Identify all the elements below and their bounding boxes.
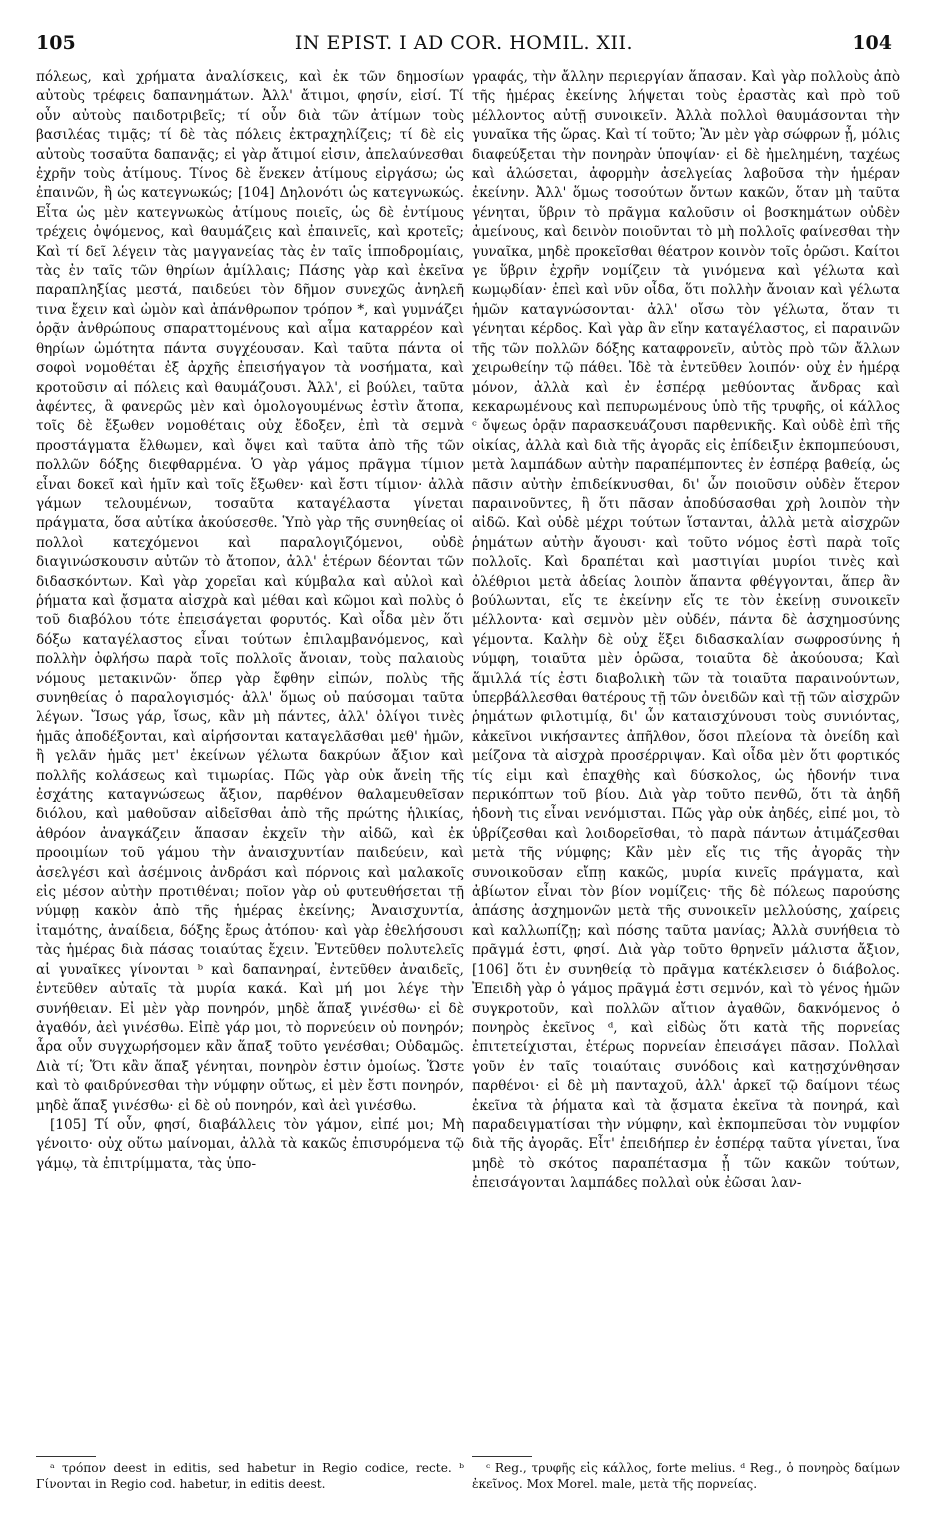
footnote-rule-right [472,1456,532,1457]
running-title: IN EPIST. I AD COR. HOMIL. XII. [294,32,634,54]
left-paragraph-2: [105] Τί οὖν, φησί, διαβάλλεις τὸν γάμον, εἰπέ μοι; Μὴ γένοιτο· οὐχ οὕτω μαίνομαι, ἀλλὰ τὰ κακῶς ἐπισυρόμενα τῷ γάμῳ, τὰ ἐπιτρίμματα, τὰς ὑπο- [36,1116,464,1172]
footnote-text-right: ᶜ Reg., τρυφῆς εἰς κάλλος, forte melius. ᵈ Reg., ὁ πονηρὸς δαίμων ἐκεῖνος. Mox Morel. male, μετὰ τῆς πορνείας. [472,1461,900,1491]
footnote-rule-left [36,1456,96,1457]
footnote-text-left: ᵃ τρόπον deest in editis, sed habetur in Regio codice, recte. ᵇ Γίνονται in Regio cod. habetur, in editis deest. [36,1461,464,1491]
left-column [36,68,464,1448]
page-number-right: 104 [852,32,892,54]
footnotes-left [36,1460,464,1492]
right-paragraph-1: γραφάς, τὴν ἄλλην περιεργίαν ἅπασαν. Καὶ γὰρ πολλοὺς ἀπὸ τῆς ἡμέρας ἐκείνης λήψεται τοὺς ἐραστὰς καὶ πρὸ τοῦ μέλλοντος αὐτῇ συνοικεῖν. Ἀλλὰ πολλοὶ θαυμάσονται τὴν γυναῖκα τῆς ὥρας. Καὶ τί τοῦτο; Ἂν μὲν γὰρ σώφρων ᾖ, μόλις διαφεύξεται τὴν πονηρὰν ὑποψίαν· εἰ δὲ ἠμελημένη, ταχέως καὶ ἁλώσεται, ἀφορμὴν ἀσελγείας λαβοῦσα τὴν ἡμέραν ἐκείνην. Ἀλλ' ὅμως τοσούτων ὄντων κακῶν, ὅταν μὴ ταῦτα γένηται, ὕβριν τὸ πρᾶγμα καλοῦσιν οἱ βοσκημάτων οὐδὲν ἀμείνους, καὶ δεινὸν ποιοῦνται τὸ μὴ πολλοῖς φαίνεσθαι τὴν γυναῖκα, μηδὲ προκεῖσθαι θέατρον κοινὸν τοῖς ὁρῶσι. Καίτοι γε ὕβριν ἐχρῆν νομίζειν τὰ γινόμενα καὶ γέλωτα καὶ κωμῳδίαν· ἐπεὶ καὶ νῦν οἶδα, ὅτι πολλὴν ἄνοιαν καὶ γέλωτα ἡμῶν καταγνώσονται· ἀλλ' οἴσω τὸν γέλωτα, ὅταν τι γένηται κέρδος. Καὶ γὰρ ἂν εἴην καταγέλαστος, εἰ παραινῶν τῆς τῶν πολλῶν δόξης καταφρονεῖν, αὐτὸς πρὸ τῶν ἄλλων χειρωθείην τῷ πάθει. Ἰδὲ τὰ ἐντεῦθεν λοιπόν· οὐχ ἐν ἡμέρᾳ μόνον, ἀλλὰ καὶ ἐν ἑσπέρᾳ μεθύοντας ἄνδρας καὶ κεκαρωμένους καὶ πεπυρωμένους ὑπὸ τῆς τρυφῆς, οἱ κάλλος ᶜ ὄψεως ὁρᾷν παρασκευάζουσι παρθενικῆς. Καὶ οὐδὲ ἐπὶ τῆς οἰκίας, ἀλλὰ καὶ διὰ τῆς ἀγορᾶς εἰς ἐπίδειξιν ἐκπομπεύουσι, μετὰ λαμπάδων αὐτὴν παραπέμποντες ἐν ἑσπέρᾳ βαθείᾳ, ὡς πᾶσιν αὐτὴν ἐπιδείκνυσθαι, δι' ὧν ποιοῦσιν οὐδὲν ἕτερον παραινοῦντες, ἢ ὅτι πᾶσαν ἀποδύσασθαι χρὴ λοιπὸν τὴν αἰδῶ. Καὶ οὐδὲ μέχρι τούτων ἵστανται, ἀλλὰ μετὰ αἰσχρῶν ῥημάτων αὐτὴν ἄγουσι· καὶ τοῦτο νόμος ἐστὶ παρὰ τοῖς πολλοῖς. Καὶ δραπέται καὶ μαστιγίαι μυρίοι τινὲς καὶ ὀλέθριοι μετὰ ἀδείας λοιπὸν ἅπαντα φθέγγονται, ἅπερ ἂν βούλωνται, εἴς τε ἐκείνην εἴς τε τὸν ἐκείνῃ συνοικεῖν μέλλοντα· καὶ σεμνὸν μὲν οὐδέν, πάντα δὲ ἀσχημοσύνης γέμοντα. Καλὴν δὲ οὐχ ἕξει διδασκαλίαν σωφροσύνης ἡ νύμφη, τοιαῦτα μὲν ὁρῶσα, τοιαῦτα δὲ ἀκούουσα; Καὶ ἅμιλλά τίς ἐστι διαβολικὴ τῶν τὰ τοιαῦτα παραινούντων, ὑπερβάλλεσθαι θατέρους τῇ τῶν ὀνειδῶν καὶ τῇ τῶν αἰσχρῶν ῥημάτων φιλοτιμίᾳ, δι' ὧν καταισχύνουσι τοὺς συνιόντας, κἀκεῖνοι νικήσαντες ἀπῆλθον, ὅσοι πλείονα τὰ ὀνείδη καὶ μείζονα τὰ αἰσχρὰ προσέρριψαν. Καὶ οἶδα μὲν ὅτι φορτικός τίς εἰμι καὶ ἐπαχθὴς καὶ δύσκολος, ὡς ἡδονήν τινα περικόπτων τοῦ βίου. Διὰ γὰρ τοῦτο πενθῶ, ὅτι τὰ ἀηδῆ ἡδονὴ τις εἶναι νενόμισται. Πῶς γὰρ οὐκ ἀηδές, εἰπέ μοι, τὸ ὑβρίζεσθαι καὶ λοιδορεῖσθαι, τὸ παρὰ πάντων ἀτιμάζεσθαι μετὰ τῆς νύμφης; Κἂν μὲν εἴς τις τῆς ἀγορᾶς τὴν συνοικοῦσαν εἴπῃ κακῶς, μυρία κινεῖς πράγματα, καὶ ἀβίωτον εἶναι τὸν βίον νομίζεις· τῆς δὲ πόλεως παρούσης ἁπάσης ἀσχημονῶν μετὰ τῆς συνοικεῖν μελλούσης, χαίρεις καὶ καλλωπίζῃ; καὶ πόσης ταῦτα μανίας; Ἀλλὰ συνήθεια τὸ πρᾶγμά ἐστι, φησί. Διὰ γὰρ τοῦτο θρηνεῖν μάλιστα ἄξιον, [106] ὅτι ἐν συνηθείᾳ τὸ πρᾶγμα κατέκλεισεν ὁ διάβολος. Ἐπειδὴ γὰρ ὁ γάμος πρᾶγμά ἐστι σεμνόν, καὶ τὸ γένος ἡμῶν συγκροτοῦν, καὶ πολλῶν αἴτιον ἀγαθῶν, δακνόμενος ὁ πονηρὸς ἐκεῖνος ᵈ, καὶ εἰδὼς ὅτι κατὰ τῆς πορνείας ἐπιτετείχισται, ἑτέρως πορνείαν ἐπεισάγει πᾶσαν. Πολλαὶ γοῦν ἐν ταῖς τοιαύταις συνόδοις καὶ κατῃσχύνθησαν παρθένοι· εἰ δὲ μὴ πανταχοῦ, ἀλλ' ἀρκεῖ τῷ δαίμονι τέως ἐκεῖνα τὰ ῥήματα καὶ τὰ ᾄσματα ἐκεῖνα τὰ πονηρά, καὶ παραδειγματίσαι τὴν νύμφην, καὶ ἐκπομπεῦσαι τὸν νυμφίον διὰ τῆς ἀγορᾶς. Εἶτ' ἐπειδήπερ ἐν ἑσπέρᾳ ταῦτα γίνεται, ἵνα μηδὲ τὸ σκότος παραπέτασμα ᾖ τῶν κακῶν τούτων, ἐπεισάγονται λαμπάδες πολλαὶ οὐκ ἐῶσαι λαν- [472,69,900,1192]
page-number-left: 105 [36,32,76,54]
right-column [472,68,900,1448]
left-paragraph-1: πόλεως, καὶ χρήματα ἀναλίσκεις, καὶ ἐκ τῶν δημοσίων αὐτοὺς τρέφεις δαπανημάτων. Ἀλλ' ἄτιμοι, φησίν, εἰσί. Τί οὖν αὐτοὺς παιδοτριβεῖς; τί οὖν διὰ τῶν ἀτίμων τοὺς βασιλέας τιμᾷς; τί δὲ τὰς πόλεις ἐκτραχηλίζεις; τί δὲ εἰς αὐτοὺς τοσαῦτα δαπανᾷς; εἰ γὰρ ἄτιμοί εἰσιν, ἀπελαύνεσθαι ἐχρῆν τοὺς ἀτίμους. Τίνος δὲ ἕνεκεν ἀτίμους εἰργάσω; ὡς ἐπαινῶν, ἢ ὡς κατεγνωκώς; [104] Δηλονότι ὡς κατεγνωκώς. Εἶτα ὡς μὲν κατεγνωκὼς ἀτίμους ποιεῖς, ὡς δὲ ἐντίμους τρέχεις ὀψόμενος, καὶ θαυμάζεις καὶ ἐπαινεῖς, καὶ κροτεῖς; Καὶ τί δεῖ λέγειν τὰς μαγγανείας τὰς ἐν ταῖς ἱπποδρομίαις, τὰς ἐν ταῖς τῶν θηρίων ἁμίλλαις; Πάσης γὰρ καὶ ἐκεῖνα παραπληξίας μεστά, παιδεύει τὸν δῆμον συνεχῶς ἀνηλεῆ τινα ἔχειν καὶ ὠμὸν καὶ ἀπάνθρωπον τρόπον *, καὶ γυμνάζει ὁρᾷν ἀνθρώπους σπαραττομένους καὶ αἷμα καταρρέον καὶ θηρίων ὠμότητα πάντα συγχέουσαν. Καὶ ταῦτα πάντα οἱ σοφοὶ νομοθέται ἐξ ἀρχῆς ἐπεισήγαγον τὰ νοσήματα, καὶ κροτοῦσιν αἱ πόλεις καὶ θαυμάζουσι. Ἀλλ', εἰ βούλει, ταῦτα ἀφέντες, ἃ φανερῶς μὲν καὶ ὁμολογουμένως ἐστὶν ἄτοπα, τοῖς δὲ ἔξωθεν νομοθέταις οὐχ ἔδοξεν, ἐπὶ τὰ σεμνὰ προστάγματα ἔλθωμεν, καὶ ὄψει καὶ ταῦτα ἀπὸ τῆς τῶν πολλῶν δόξης διεφθαρμένα. Ὁ γὰρ γάμος πρᾶγμα τίμιον εἶναι δοκεῖ καὶ ἡμῖν καὶ τοῖς ἔξωθεν· καὶ ἔστι τίμιον· ἀλλὰ γάμων τελουμένων, τοσαῦτα καταγέλαστα γίνεται πράγματα, ὅσα αὐτίκα ἀκούσεσθε. Ὑπὸ γὰρ τῆς συνηθείας οἱ πολλοὶ κατεχόμενοι καὶ παραλογιζόμενοι, οὐδὲ διαγινώσκουσιν αὐτῶν τὸ ἄτοπον, ἀλλ' ἑτέρων δέονται τῶν διδασκόντων. Καὶ γὰρ χορεῖαι καὶ κύμβαλα καὶ αὐλοὶ καὶ ῥήματα καὶ ᾄσματα αἰσχρὰ καὶ μέθαι καὶ κῶμοι καὶ πολὺς ὁ τοῦ διαβόλου τότε ἐπεισάγεται φορυτός. Καὶ οἶδα μὲν ὅτι δόξω καταγέλαστος εἶναι τούτων ἐπιλαμβανόμενος, καὶ πολλὴν ὀφλήσω παρὰ τοῖς πολλοῖς ἄνοιαν, τοὺς παλαιοὺς νόμους μετακινῶν· ὅπερ γὰρ ἔφθην εἰπών, πολὺς τῆς συνηθείας ὁ παραλογισμός· ἀλλ' ὅμως οὐ παύσομαι ταῦτα λέγων. Ἴσως γάρ, ἴσως, κἂν μὴ πάντες, ἀλλ' ὀλίγοι τινὲς ἡμᾶς ἀποδέξονται, καὶ αἱρήσονται καταγελᾶσθαι μεθ' ἡμῶν, ἢ γελᾶν ἡμᾶς μετ' ἐκείνων γέλωτα δακρύων ἄξιον καὶ πολλῆς κολάσεως καὶ τιμωρίας. Πῶς γὰρ οὐκ ἄνεἰη τῆς ἐσχάτης καταγνώσεως ἄξιον, παρθένον θαλαμευθεῖσαν διόλου, καὶ μαθοῦσαν αἰδεῖσθαι ἀπὸ τῆς πρώτης ἡλικίας, ἀθρόον ἀναγκάζειν ἅπασαν ἐκχεῖν τὴν αἰδῶ, καὶ ἐκ προοιμίων τοῦ γάμου τὴν ἀναισχυντίαν παιδεύειν, καὶ ἀσελγέσι καὶ ἀσέμνοις ἀνδράσι καὶ πόρνοις καὶ μαλακοῖς εἰς μέσον αὐτὴν προτιθέναι; ποῖον γὰρ οὐ φυτευθήσεται τῇ νύμφῃ κακὸν ἀπὸ τῆς ἡμέρας ἐκείνης; Ἀναισχυντία, ἰταμότης, ἀναίδεια, δόξης ἔρως ἀτόπου· καὶ γὰρ ἐθελήσουσι τὰς ἡμέρας διὰ πάσας τοιαύτας ἔχειν. Ἐντεῦθεν πολυτελεῖς αἱ γυναῖκες γίνονται ᵇ καὶ δαπανηραί, ἐντεῦθεν ἀναιδεῖς, ἐντεῦθεν αὐταῖς τὰ μυρία κακά. Καὶ μή μοι λέγε τὴν συνήθειαν. Εἰ μὲν γὰρ πονηρόν, μηδὲ ἅπαξ γινέσθω· εἰ δὲ ἀγαθόν, ἀεὶ γινέσθω. Εἰπὲ γάρ μοι, τὸ πορνεύειν οὐ πονηρόν; ἆρα οὖν συγχωρήσομεν κἂν ἅπαξ τοῦτο γενέσθαι; Οὐδαμῶς. Διὰ τί; Ὅτι κἂν ἅπαξ γένηται, πονηρὸν ἐστιν ὁμοίως. Ὥστε καὶ τὸ φαιδρύνεσθαι τὴν νύμφην οὕτως, εἰ μὲν ἔστι πονηρόν, μηδὲ ἅπαξ γινέσθω· εἰ δὲ οὐ πονηρόν, καὶ ἀεὶ γινέσθω. [36,69,464,1114]
running-header [36,32,892,62]
footnotes-right [472,1460,900,1492]
